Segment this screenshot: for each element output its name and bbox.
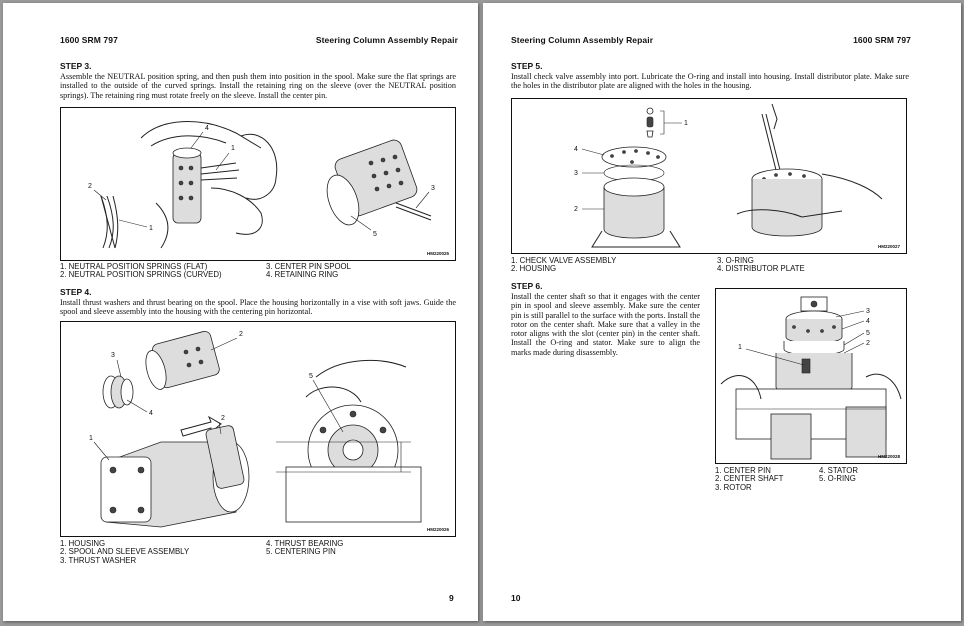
step3-callout-3: 3 <box>431 185 435 192</box>
step4-illustration <box>61 322 455 536</box>
step5-legend-item-3: 3. O-RING <box>717 256 754 265</box>
step6-legend-col2 <box>819 467 858 484</box>
step4-callout-3: 3 <box>111 352 115 359</box>
step6-callout-2: 2 <box>866 340 870 347</box>
step6-callout-5: 5 <box>866 330 870 337</box>
right-page <box>483 3 961 621</box>
step4-callout-5: 5 <box>309 373 313 380</box>
step4-text: Install thrust washers and thrust bearing on the spool. Place the housing horizontally in a vise with soft jaws. Guide the spool and sleeve assembly into the housing with the centering pin horizontal. <box>60 298 456 317</box>
step6-legend-item-1: 1. CENTER PIN <box>715 466 771 475</box>
step5-legend-col1 <box>511 257 616 274</box>
right-header-section-title: Steering Column Assembly Repair <box>511 35 654 45</box>
step3-figure <box>60 107 456 261</box>
step3-legend-item-1: 1. NEUTRAL POSITION SPRINGS (FLAT) <box>60 262 208 271</box>
step5-figure-id: HM220027 <box>877 244 900 249</box>
step6-callout-1: 1 <box>738 344 742 351</box>
step4-legend-item-3: 3. THRUST WASHER <box>60 555 137 565</box>
step5-text: Install check valve assembly into port. Lubricate the O-ring and install into housing. Install distributor plate. Make sure the holes in the distributor plate are aligned with the holes in the housing. <box>511 72 909 91</box>
step3-legend-col1 <box>60 263 222 280</box>
step5-title: STEP 5. <box>511 61 543 71</box>
step3-title: STEP 3. <box>60 61 92 71</box>
step4-legend-item-5: 5. CENTERING PIN <box>266 547 336 557</box>
step3-callout-1b: 1 <box>149 225 153 232</box>
step4-legend-item-2: 2. SPOOL AND SLEEVE ASSEMBLY <box>60 547 190 557</box>
step4-callout-2a: 2 <box>239 331 243 338</box>
step4-callout-2b: 2 <box>221 415 225 422</box>
step6-title: STEP 6. <box>511 281 543 291</box>
step4-callout-4: 4 <box>149 410 153 417</box>
step6-legend-item-2: 2. CENTER SHAFT <box>715 474 784 484</box>
step6-callout-3: 3 <box>866 308 870 315</box>
step5-illustration <box>512 99 906 253</box>
left-page-number: 9 <box>449 593 454 603</box>
step6-illustration <box>716 289 906 463</box>
step3-legend-item-4: 4. RETAINING RING <box>266 270 339 280</box>
step3-legend-col2 <box>266 263 351 280</box>
step4-legend-col1 <box>60 540 189 565</box>
step4-legend-item-4: 4. THRUST BEARING <box>266 539 344 548</box>
step4-figure-id: HM220026 <box>426 527 449 532</box>
step4-legend-col2 <box>266 540 343 557</box>
step3-illustration <box>61 108 455 260</box>
step6-legend-item-3: 3. ROTOR <box>715 482 752 492</box>
step3-figure-id: HM220025 <box>426 251 449 256</box>
step5-callout-3: 3 <box>574 170 578 177</box>
step3-legend-item-2: 2. NEUTRAL POSITION SPRINGS (CURVED) <box>60 270 222 280</box>
step5-callout-4: 4 <box>574 146 578 153</box>
step4-callout-1: 1 <box>89 435 93 442</box>
right-page-number: 10 <box>511 593 521 603</box>
step6-figure-id: HM220028 <box>877 454 900 459</box>
step4-figure <box>60 321 456 537</box>
step4-title: STEP 4. <box>60 287 92 297</box>
step5-legend-item-1: 1. CHECK VALVE ASSEMBLY <box>511 256 617 265</box>
step3-legend-item-3: 3. CENTER PIN SPOOL <box>266 262 351 271</box>
left-header-section-title: Steering Column Assembly Repair <box>315 35 458 45</box>
step6-figure <box>715 288 907 464</box>
step5-legend-col2 <box>717 257 805 274</box>
right-header-doc-id: 1600 SRM 797 <box>853 35 911 45</box>
step6-legend-col1 <box>715 467 783 492</box>
step5-figure <box>511 98 907 254</box>
step6-callout-4: 4 <box>866 318 870 325</box>
step6-legend-item-5: 5. O-RING <box>819 474 856 484</box>
step3-callout-5: 5 <box>373 231 377 238</box>
step3-callout-2: 2 <box>88 183 92 190</box>
left-header-doc-id: 1600 SRM 797 <box>60 35 118 45</box>
step3-text: Assemble the NEUTRAL position spring, and then push them into position in the spool. Make sure the flat springs are installed to the outside of the curved springs. Install the retaining ring on the sleeve (over the NEUTRAL position springs). The retaining ring must rotate freely on the sleeve. Install the center pin. <box>60 72 456 100</box>
step5-callout-1: 1 <box>684 120 688 127</box>
left-page <box>3 3 478 621</box>
step5-callout-2: 2 <box>574 206 578 213</box>
step5-legend-item-2: 2. HOUSING <box>511 264 557 274</box>
step6-text: Install the center shaft so that it engages with the center pin in spool and sleeve assembly. Make sure the center pin is still parallel to the surface with the ports. Install the rotor on the center shaft. Make sure that a valley in the rotor aligns with the slot (center pin) in the center shaft. Install the O-ring and stator. Make sure to align the marks made during disassembly. <box>511 292 700 357</box>
step5-legend-item-4: 4. DISTRIBUTOR PLATE <box>717 264 805 274</box>
step4-legend-item-1: 1. HOUSING <box>60 539 106 548</box>
step6-legend-item-4: 4. STATOR <box>819 466 858 475</box>
step3-callout-4: 4 <box>205 125 209 132</box>
step3-callout-1a: 1 <box>231 145 235 152</box>
